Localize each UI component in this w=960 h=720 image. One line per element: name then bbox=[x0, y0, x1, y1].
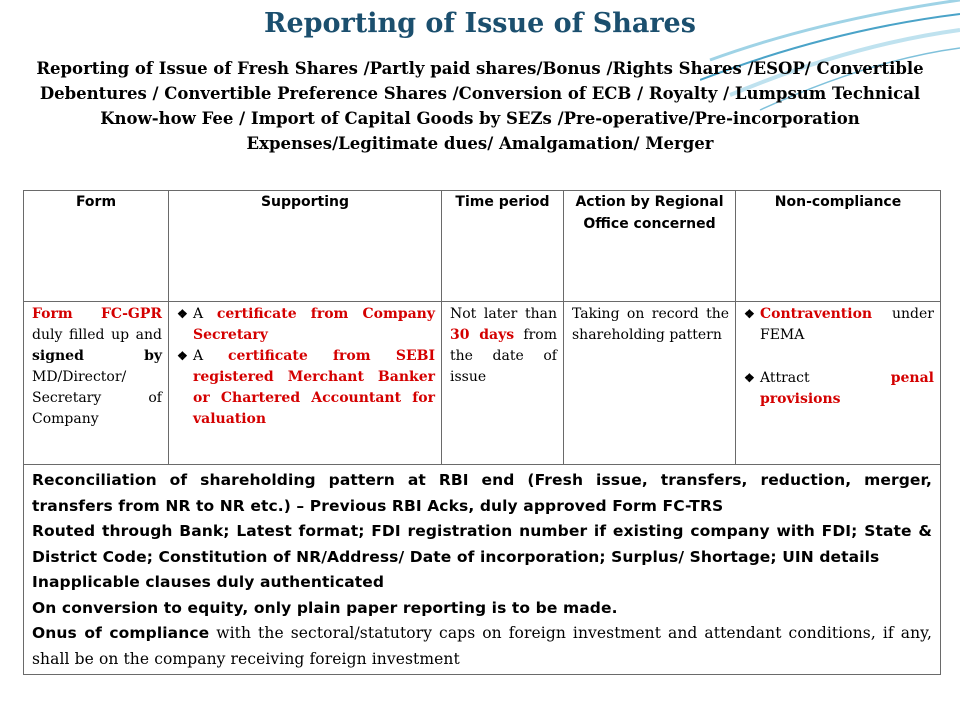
note-routed-through-bank: Routed through Bank; Latest format; FDI registration number if existing company with FDI; State & District Code; Constitution of NR/Address/ Date of incorporation; Surplus/ Shortage; UIN details bbox=[32, 522, 932, 566]
form-signatories: MD/Director/ Secretary of Company bbox=[32, 369, 162, 427]
supporting-item-2 bbox=[177, 346, 435, 430]
noncompliance-item-2-text: penal provisions bbox=[760, 370, 934, 407]
cell-supporting bbox=[169, 302, 442, 465]
supporting-item-1 bbox=[177, 304, 435, 346]
header-noncompliance: Non-compliance bbox=[736, 191, 941, 302]
noncompliance-item-1-suffix: under FEMA bbox=[760, 306, 934, 343]
time-period-prefix: Not later than bbox=[450, 306, 557, 322]
noncompliance-item-1 bbox=[744, 304, 934, 346]
cell-action: Taking on record the shareholding pattern bbox=[564, 302, 736, 465]
diamond-bullet-icon: ❖ bbox=[177, 307, 188, 321]
form-name: Form FC-GPR bbox=[32, 306, 162, 322]
cell-form bbox=[24, 302, 169, 465]
noncompliance-item-1-text: Contravention bbox=[760, 306, 873, 322]
note-conversion-to-equity: On conversion to equity, only plain paper reporting is to be made. bbox=[32, 598, 618, 617]
note-onus-text: with the sectoral/statutory caps on foreign investment and attendant conditions, if any, shall be on the company receiving foreign investment bbox=[32, 624, 932, 668]
page-subtitle: Reporting of Issue of Fresh Shares /Partly paid shares/Bonus /Rights Shares /ESOP/ Convertible Debentures / Convertible Preference Shares /Conversion of ECB / Royalty / Lumpsum Technical Know-how Fee / Import of Capital Goods by SEZs /Pre-operative/Pre-incorporation Expenses/Legitimate dues/ Amalgamation/ Merger bbox=[36, 59, 924, 153]
noncompliance-item-2 bbox=[744, 368, 934, 410]
diamond-bullet-icon: ❖ bbox=[177, 349, 188, 363]
table-header-row bbox=[24, 191, 941, 302]
cell-time-period bbox=[442, 302, 564, 465]
form-signed-by: signed by bbox=[32, 348, 162, 364]
header-form: Form bbox=[24, 191, 169, 302]
table-row bbox=[24, 302, 941, 465]
header-supporting: Supporting bbox=[169, 191, 442, 302]
header-action: Action by Regional Office concerned bbox=[564, 191, 736, 302]
notes-row bbox=[24, 465, 941, 675]
noncompliance-item-2-prefix: Attract bbox=[760, 370, 891, 386]
reporting-table bbox=[23, 190, 941, 675]
cell-noncompliance bbox=[736, 302, 941, 465]
note-onus-of-compliance bbox=[32, 621, 932, 672]
supporting-item-1-text: certificate from Company Secretary bbox=[193, 306, 435, 343]
diamond-bullet-icon: ❖ bbox=[744, 371, 755, 385]
form-text: duly filled up and bbox=[32, 327, 162, 343]
supporting-item-2-text: certificate from SEBI registered Merchant Banker or Chartered Accountant for valuation bbox=[193, 348, 436, 427]
diamond-bullet-icon: ❖ bbox=[744, 307, 755, 321]
header-time-period: Time period bbox=[442, 191, 564, 302]
page-title: Reporting of Issue of Shares bbox=[264, 8, 696, 39]
supporting-item-2-prefix: A bbox=[193, 348, 228, 364]
time-period-days: 30 days bbox=[450, 327, 515, 343]
time-period-suffix: from the date of issue bbox=[450, 327, 558, 385]
note-inapplicable-clauses: Inapplicable clauses duly authenticated bbox=[32, 573, 385, 591]
note-onus-bold: Onus of compliance bbox=[32, 624, 210, 642]
note-reconciliation: Reconciliation of shareholding pattern at RBI end (Fresh issue, transfers, reduction, merger, transfers from NR to NR etc.) – Previous RBI Acks, duly approved Form FC-TRS bbox=[32, 471, 932, 515]
supporting-item-1-prefix: A bbox=[193, 306, 217, 322]
notes-cell bbox=[24, 465, 941, 675]
